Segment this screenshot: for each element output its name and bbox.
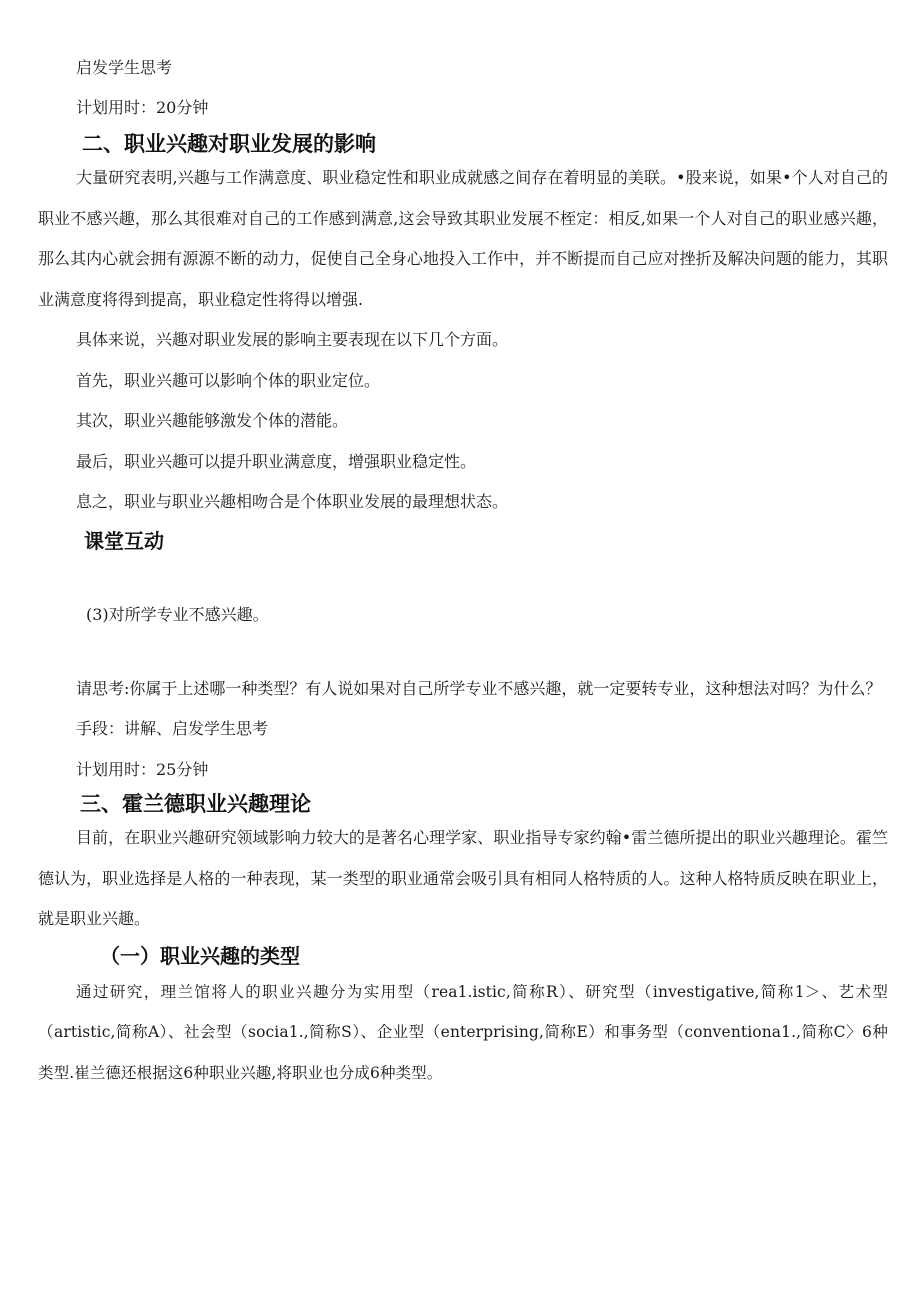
interaction-item-3: (3)对所学专业不感兴趣。 bbox=[86, 604, 269, 624]
section-heading-3: 三、霍兰德职业兴趣理论 bbox=[80, 792, 311, 816]
paragraph-summary: 息之，职业与职业兴趣相吻合是个体职业发展的最理想状态。 bbox=[76, 492, 509, 511]
paragraph-think: 请思考:你属于上述哪一种类型？有人说如果对自己所学专业不感兴趣，就一定要转专业，这种想法对吗？为什么？ bbox=[76, 678, 882, 698]
document-page bbox=[38, 58, 888, 1093]
subsection-heading-types: （一）职业兴趣的类型 bbox=[100, 943, 300, 968]
paragraph-planned-time-2: 计划用时：25分钟 bbox=[76, 759, 209, 779]
paragraph-interest-types: 通过研究，理兰馆将人的职业兴趣分为实用型（rea1.istic,简称R）、研究型（investigative,简称1＞、艺术型（artistic,简称A）、社会型（socia1.,简称S）、企业型（enterprising,简称E）和事务型（conventiona1.,简称C〉6种类型.崔兰德还根据这6种职业兴趣,将职业也分成6种类型。 bbox=[38, 982, 888, 1082]
planned-time-line: 计划用时：20分钟 bbox=[76, 98, 209, 117]
paragraph-research: 大量研究表明,兴趣与工作满意度、职业稳定性和职业成就感之间存在着明显的美联。•股来说，如果•个人对自己的职业不感兴趣，那么其很难对自己的工作感到满意,这会导致其职业发展不桎定：相反,如果一个人对自己的职业感兴趣，那么其内心就会拥有源源不断的动力，促使自己全身心地投入工作中，并不断提而自己应对挫折及解决问题的能力，其职业满意度将得到提高，职业稳定性将得以增强. bbox=[38, 168, 888, 309]
paragraph-second: 其次，职业兴趣能够激发个体的潜能。 bbox=[76, 411, 349, 430]
paragraph-holland: 目前，在职业兴趣研究领域影响力较大的是著名心理学家、职业指导专家约翰•雷兰德所提出的职业兴趣理论。霍竺德认为，职业选择是人格的一种表现，某一类型的职业通常会吸引具有相同人格特质的人。这种人格特质反映在职业上，就是职业兴趣。 bbox=[38, 828, 888, 928]
paragraph-first: 首先，职业兴趣可以影响个体的职业定位。 bbox=[76, 370, 381, 390]
paragraph-last: 最后，职业兴趣可以提升职业满意度，增强职业稳定性。 bbox=[76, 451, 477, 471]
paragraph-specifics: 具体来说，兴趣对职业发展的影响主要表现在以下几个方面。 bbox=[76, 330, 509, 349]
paragraph-means: 手段：讲解、启发学生思考 bbox=[76, 719, 269, 738]
teaching-method-line: 启发学生思考 bbox=[76, 58, 173, 77]
section-heading-2: 二、职业兴趣对职业发展的影响 bbox=[82, 132, 376, 156]
classroom-interaction-heading: 课堂互动 bbox=[84, 528, 164, 553]
